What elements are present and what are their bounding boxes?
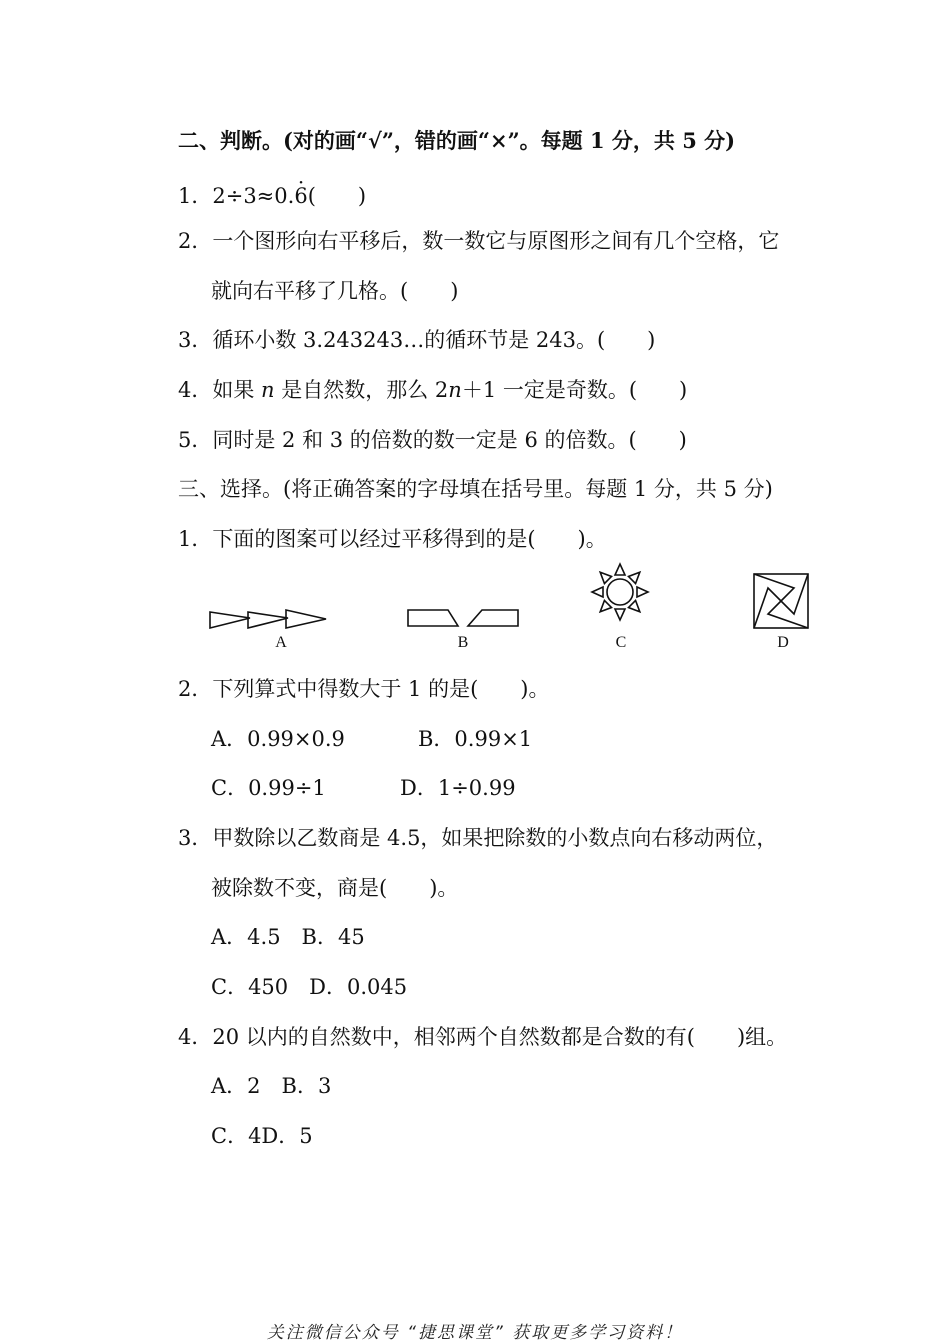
choose-q3-line1: 3．甲数除以乙数商是 4.5，如果把除数的小数点向右移动两位， (178, 826, 778, 850)
figure-drawings (200, 562, 840, 658)
repeating-digit: · 6 (294, 183, 307, 209)
choose-q4-options-cd: C．4D．5 (211, 1124, 313, 1148)
figure-label-a: A (275, 634, 287, 651)
section-judge-heading: 二、判断。(对的画“√”，错的画“×”。每题 1 分，共 5 分) (178, 128, 736, 153)
choose-q2-option-c: C．0.99÷1 (211, 776, 326, 800)
choose-q4-options-ab: A．2 B．3 (211, 1074, 332, 1098)
figure-d-pinwheel-square (754, 574, 808, 628)
judge-q1-text: 1．2÷3≈0. (178, 184, 295, 208)
choose-q2-option-d: D．1÷0.99 (400, 776, 516, 800)
choose-q2-option-a: A．0.99×0.9 (211, 727, 345, 751)
figure-options (200, 562, 840, 658)
judge-q4 (178, 377, 687, 403)
judge-q1-blank: ( ) (307, 184, 367, 208)
judge-q5: 5．同时是 2 和 3 的倍数的数一定是 6 的倍数。( ) (178, 428, 687, 452)
judge-q3: 3．循环小数 3.243243…的循环节是 243。( ) (178, 328, 656, 352)
section-choose-heading: 三、选择。(将正确答案的字母填在括号里。每题 1 分，共 5 分) (178, 477, 773, 501)
choose-q3-line2: 被除数不变，商是( )。 (211, 876, 459, 900)
judge-q2-line2: 就向右平移了几格。( ) (211, 279, 459, 303)
choose-q3-options-ab: A．4.5 B．45 (211, 925, 365, 949)
judge-q2-line1: 2．一个图形向右平移后，数一数它与原图形之间有几个空格，它 (178, 229, 780, 253)
judge-q4-text-b: 是自然数，那么 2 (274, 378, 449, 402)
judge-q4-text-a: 4．如果 (178, 378, 262, 402)
variable-n: n (448, 378, 462, 402)
figure-label-b: B (457, 634, 469, 651)
choose-q3-options-cd: C．450 D．0.045 (211, 975, 408, 999)
choose-q2-option-b: B．0.99×1 (418, 727, 533, 751)
footer-watermark-text: 关注微信公众号 “捷思课堂” 获取更多学习资料！ (266, 1323, 684, 1343)
figure-label-c: C (615, 634, 627, 651)
choose-q1: 1．下面的图案可以经过平移得到的是( )。 (178, 527, 607, 551)
variable-n: n (261, 378, 275, 402)
judge-q1 (178, 183, 366, 209)
choose-q4: 4．20 以内的自然数中，相邻两个自然数都是合数的有( )组。 (178, 1025, 788, 1049)
figure-c-sun (592, 564, 648, 620)
judge-q4-text-c: ＋1 一定是奇数。( ) (461, 378, 688, 402)
choose-q2: 2．下列算式中得数大于 1 的是( )。 (178, 677, 550, 701)
figure-label-d: D (777, 634, 789, 651)
figure-b-parallelograms (408, 610, 518, 626)
figure-a-triangles (210, 610, 326, 628)
